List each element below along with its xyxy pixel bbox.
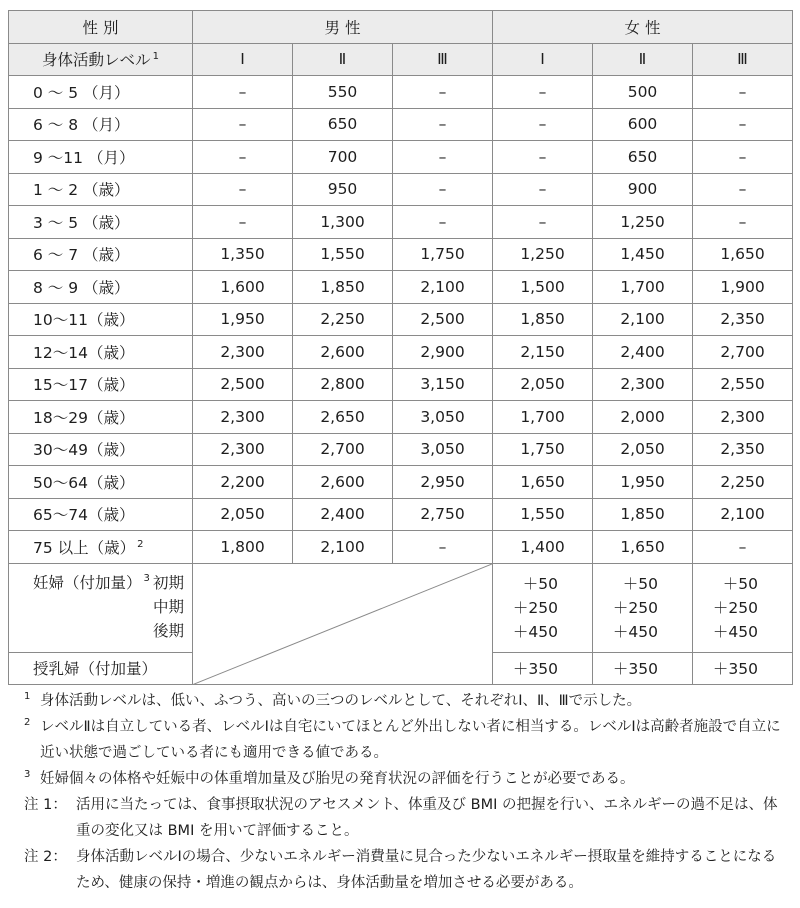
footnote-3 — [24, 766, 784, 792]
male-level-2-value: 2,700 — [293, 433, 393, 466]
age-row — [9, 238, 793, 271]
pregnant-female-level-1 — [493, 563, 593, 652]
age-group-label: 1 ～ 2 （歳） — [33, 181, 130, 200]
footnotes — [24, 688, 784, 896]
header-row-levels — [9, 43, 793, 76]
female-level-1-value: – — [493, 141, 593, 174]
age-row — [9, 368, 793, 401]
female-level-2-value: 2,100 — [593, 303, 693, 336]
female-level-3-value: 2,350 — [693, 303, 793, 336]
age-row — [9, 531, 793, 564]
female-level-3-value: 2,100 — [693, 498, 793, 531]
age-group-cell — [9, 336, 193, 369]
male-level-1-value: 1,350 — [193, 238, 293, 271]
activity-level-header — [9, 43, 193, 76]
age-group-cell — [9, 433, 193, 466]
age-group-label: 75 以上（歳） — [33, 538, 136, 557]
diagonal-line — [193, 564, 492, 685]
male-level-3-value: 2,950 — [393, 466, 493, 499]
age-group-cell — [9, 498, 193, 531]
pregnant-label-wrap — [33, 571, 150, 593]
male-level-3-value: 3,150 — [393, 368, 493, 401]
age-group-label: 18～29（歳） — [33, 408, 135, 427]
not-applicable-cell — [193, 563, 493, 685]
male-level-1-value: 2,300 — [193, 336, 293, 369]
female-level-3-value: – — [693, 108, 793, 141]
footnote-1 — [24, 688, 784, 714]
female-level-3-value: 2,350 — [693, 433, 793, 466]
male-level-2-value: 2,650 — [293, 401, 393, 434]
female-level-3: Ⅲ — [693, 43, 793, 76]
note-text: 身体活動レベルⅠの場合、少ないエネルギー消費量に見合った少ないエネルギー摂取量を維持することになるため、健康の保持・増進の観点からは、身体活動量を増加させる必要がある。 — [76, 849, 777, 891]
age-group-label: 6 ～ 7 （歳） — [33, 246, 130, 265]
age-group-label: 15～17（歳） — [33, 376, 135, 395]
male-level-1-value: – — [193, 173, 293, 206]
male-level-2-value: 2,600 — [293, 466, 393, 499]
male-level-1-value: 1,800 — [193, 531, 293, 564]
female-level-2-value: 650 — [593, 141, 693, 174]
male-level-1-value: – — [193, 76, 293, 109]
female-level-2-value: 2,300 — [593, 368, 693, 401]
age-footnote-mark: 2 — [137, 538, 144, 550]
age-group-cell — [9, 466, 193, 499]
female-header: 女 性 — [493, 11, 793, 44]
age-group-label: 3 ～ 5 （歳） — [33, 213, 130, 232]
female-level-2-value: 1,700 — [593, 271, 693, 304]
age-group-label: 0 ～ 5 （月） — [33, 83, 130, 102]
pregnant-value: ＋250 — [612, 598, 658, 617]
pregnant-value: ＋50 — [522, 574, 558, 593]
male-level-2-value: 2,800 — [293, 368, 393, 401]
age-group-cell — [9, 368, 193, 401]
pregnant-value: ＋250 — [512, 598, 558, 617]
male-header: 男 性 — [193, 11, 493, 44]
lactating-label: 授乳婦（付加量） — [9, 652, 193, 685]
male-level-2-value: 2,400 — [293, 498, 393, 531]
age-group-cell — [9, 141, 193, 174]
female-level-1-value: 1,650 — [493, 466, 593, 499]
female-level-2-value: 2,000 — [593, 401, 693, 434]
pregnant-value: ＋450 — [712, 622, 758, 641]
female-level-3-value: 2,300 — [693, 401, 793, 434]
female-level-1: Ⅰ — [493, 43, 593, 76]
activity-level-label: 身体活動レベル — [42, 51, 151, 70]
male-level-1-value: – — [193, 141, 293, 174]
activity-level-footnote-mark: 1 — [152, 51, 159, 63]
pregnant-value: ＋50 — [622, 574, 658, 593]
pregnant-footnote-mark: 3 — [143, 573, 150, 585]
age-row — [9, 433, 793, 466]
female-level-1-value: – — [493, 108, 593, 141]
age-row — [9, 76, 793, 109]
age-group-label: 65～74（歳） — [33, 506, 135, 525]
male-level-3-value: 2,900 — [393, 336, 493, 369]
male-level-1-value: 2,200 — [193, 466, 293, 499]
footnote-text: 妊婦個々の体格や妊娠中の体重増加量及び胎児の発育状況の評価を行うことが必要である。 — [40, 771, 635, 787]
age-group-cell — [9, 173, 193, 206]
age-group-cell — [9, 401, 193, 434]
age-group-cell — [9, 76, 193, 109]
note-mark: 注 2： — [24, 849, 67, 865]
male-level-3-value: – — [393, 141, 493, 174]
female-level-1-value: – — [493, 206, 593, 239]
pregnant-row — [9, 563, 793, 652]
age-group-label: 6 ～ 8 （月） — [33, 116, 130, 135]
female-level-1-value: – — [493, 173, 593, 206]
note-2 — [24, 844, 784, 896]
male-level-3-value: 2,500 — [393, 303, 493, 336]
female-level-3-value: 2,550 — [693, 368, 793, 401]
male-level-2-value: 700 — [293, 141, 393, 174]
age-row — [9, 141, 793, 174]
male-level-2-value: 1,850 — [293, 271, 393, 304]
female-level-1-value: 1,750 — [493, 433, 593, 466]
female-level-1-value: 2,150 — [493, 336, 593, 369]
female-level-3-value: 1,900 — [693, 271, 793, 304]
lactating-female-level-2: ＋350 — [593, 652, 693, 685]
male-level-3-value: – — [393, 531, 493, 564]
male-level-2-value: 1,550 — [293, 238, 393, 271]
male-level-3-value: 2,100 — [393, 271, 493, 304]
female-level-1-value: 1,400 — [493, 531, 593, 564]
note-mark: 注 1： — [24, 797, 67, 813]
age-group-label: 50～64（歳） — [33, 473, 135, 492]
female-level-2-value: 1,850 — [593, 498, 693, 531]
female-level-3-value: – — [693, 141, 793, 174]
energy-requirement-table — [8, 10, 793, 685]
female-level-2-value: 2,050 — [593, 433, 693, 466]
age-row — [9, 108, 793, 141]
male-level-2-value: 2,100 — [293, 531, 393, 564]
footnote-text: レベルⅡは自立している者、レベルⅠは自宅にいてほとんど外出しない者に相当する。レベルⅠは高齢者施設で自立に近い状態で過ごしている者にも適用できる値である。 — [40, 719, 781, 761]
male-level-1-value: – — [193, 206, 293, 239]
pregnant-value: ＋50 — [722, 574, 758, 593]
male-level-3-value: 2,750 — [393, 498, 493, 531]
male-level-1: Ⅰ — [193, 43, 293, 76]
female-level-3-value: 1,650 — [693, 238, 793, 271]
age-group-cell — [9, 271, 193, 304]
female-level-3-value: – — [693, 76, 793, 109]
age-group-cell — [9, 238, 193, 271]
pregnant-label-cell — [9, 563, 193, 652]
male-level-1-value: 2,300 — [193, 401, 293, 434]
lactating-female-level-3: ＋350 — [693, 652, 793, 685]
age-row — [9, 173, 793, 206]
pregnant-value: ＋450 — [612, 622, 658, 641]
age-group-label: 8 ～ 9 （歳） — [33, 278, 130, 297]
female-level-2-value: 500 — [593, 76, 693, 109]
male-level-3-value: 3,050 — [393, 433, 493, 466]
male-level-1-value: 2,500 — [193, 368, 293, 401]
male-level-2-value: 2,600 — [293, 336, 393, 369]
footnote-text: 身体活動レベルは、低い、ふつう、高いの三つのレベルとして、それぞれⅠ、Ⅱ、Ⅲで示した。 — [40, 693, 642, 709]
pregnant-value: ＋450 — [512, 622, 558, 641]
male-level-2-value: 1,300 — [293, 206, 393, 239]
age-group-cell — [9, 108, 193, 141]
female-level-2: Ⅱ — [593, 43, 693, 76]
male-level-2: Ⅱ — [293, 43, 393, 76]
female-level-1-value: 1,700 — [493, 401, 593, 434]
female-level-3-value: – — [693, 173, 793, 206]
note-text: 活用に当たっては、食事摂取状況のアセスメント、体重及び BMI の把握を行い、エネルギーの過不足は、体重の変化又は BMI を用いて評価すること。 — [76, 797, 778, 839]
male-level-2-value: 650 — [293, 108, 393, 141]
age-group-cell — [9, 531, 193, 564]
male-level-3: Ⅲ — [393, 43, 493, 76]
age-row — [9, 206, 793, 239]
age-group-cell — [9, 303, 193, 336]
male-level-2-value: 2,250 — [293, 303, 393, 336]
pregnant-value: ＋250 — [712, 598, 758, 617]
age-group-cell — [9, 206, 193, 239]
male-level-3-value: – — [393, 206, 493, 239]
male-level-2-value: 950 — [293, 173, 393, 206]
female-level-2-value: 1,250 — [593, 206, 693, 239]
female-level-1-value: 2,050 — [493, 368, 593, 401]
age-group-label: 10～11（歳） — [33, 311, 135, 330]
age-row — [9, 303, 793, 336]
pregnant-stage-early: 初期 — [152, 573, 184, 592]
female-level-2-value: 2,400 — [593, 336, 693, 369]
footnote-mark: 2 — [24, 717, 31, 728]
female-level-2-value: 600 — [593, 108, 693, 141]
male-level-1-value: 1,600 — [193, 271, 293, 304]
age-row — [9, 498, 793, 531]
female-level-1-value: – — [493, 76, 593, 109]
pregnant-female-level-3 — [693, 563, 793, 652]
female-level-2-value: 1,950 — [593, 466, 693, 499]
male-level-2-value: 550 — [293, 76, 393, 109]
additional-rows — [9, 563, 793, 685]
note-1 — [24, 792, 784, 844]
age-group-label: 9 ～11 （月） — [33, 148, 135, 167]
age-group-label: 12～14（歳） — [33, 343, 135, 362]
age-rows — [9, 76, 793, 564]
pregnant-stage-mid: 中期 — [152, 597, 184, 616]
male-level-3-value: – — [393, 108, 493, 141]
sex-header: 性 別 — [9, 11, 193, 44]
female-level-2-value: 1,650 — [593, 531, 693, 564]
female-level-1-value: 1,500 — [493, 271, 593, 304]
age-row — [9, 466, 793, 499]
male-level-1-value: 2,050 — [193, 498, 293, 531]
age-row — [9, 401, 793, 434]
age-row — [9, 271, 793, 304]
female-level-1-value: 1,850 — [493, 303, 593, 336]
female-level-3-value: – — [693, 531, 793, 564]
male-level-3-value: – — [393, 173, 493, 206]
pregnant-label: 妊婦（付加量） — [33, 573, 142, 592]
age-group-label: 30～49（歳） — [33, 441, 135, 460]
male-level-1-value: 2,300 — [193, 433, 293, 466]
female-level-3-value: – — [693, 206, 793, 239]
male-level-3-value: 1,750 — [393, 238, 493, 271]
female-level-1-value: 1,250 — [493, 238, 593, 271]
female-level-3-value: 2,250 — [693, 466, 793, 499]
pregnant-female-level-2 — [593, 563, 693, 652]
male-level-3-value: 3,050 — [393, 401, 493, 434]
female-level-2-value: 1,450 — [593, 238, 693, 271]
pregnant-stage-late: 後期 — [152, 621, 184, 640]
female-level-3-value: 2,700 — [693, 336, 793, 369]
footnote-mark: 3 — [24, 769, 31, 780]
male-level-3-value: – — [393, 76, 493, 109]
female-level-1-value: 1,550 — [493, 498, 593, 531]
header-row-sex — [9, 11, 793, 44]
female-level-2-value: 900 — [593, 173, 693, 206]
footnote-mark: 1 — [24, 691, 31, 702]
lactating-female-level-1: ＋350 — [493, 652, 593, 685]
footnote-2 — [24, 714, 784, 766]
male-level-1-value: – — [193, 108, 293, 141]
age-row — [9, 336, 793, 369]
male-level-1-value: 1,950 — [193, 303, 293, 336]
